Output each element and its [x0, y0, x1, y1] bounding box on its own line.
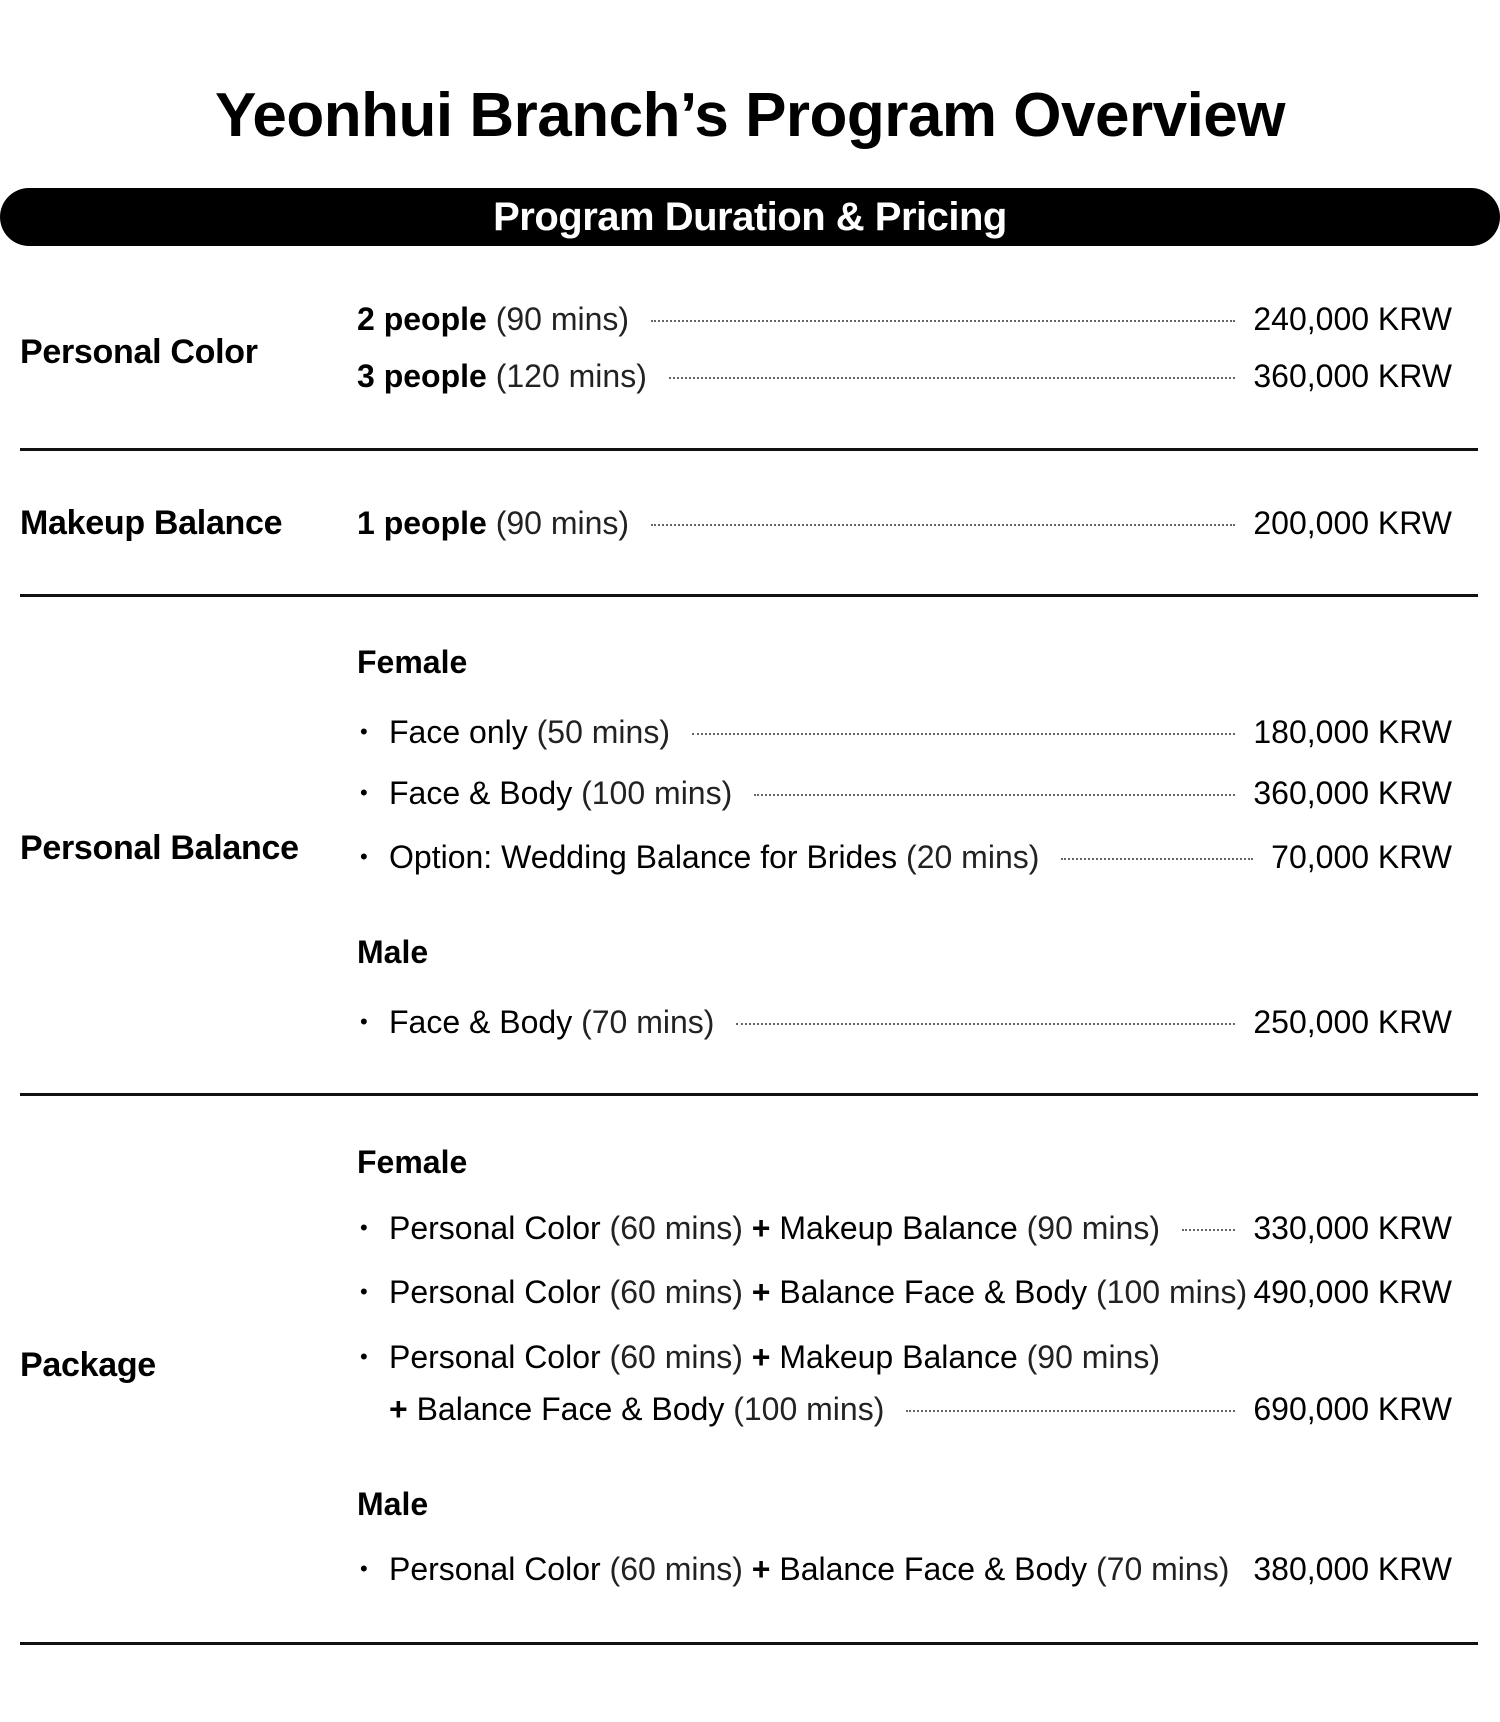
price-row — [357, 1000, 1452, 1044]
price-row — [357, 1206, 1452, 1250]
row-duration: (120 mins) — [495, 358, 647, 394]
row-price: 690,000 KRW — [1253, 1391, 1452, 1427]
row-price: 360,000 KRW — [1253, 775, 1452, 811]
section-label-package: Package — [20, 1346, 156, 1384]
dot-leader — [651, 524, 1235, 526]
section-label-personal-balance: Personal Balance — [20, 829, 299, 867]
row-price: 330,000 KRW — [1253, 1210, 1452, 1246]
dot-leader — [692, 733, 1235, 735]
row-duration: (70 mins) — [581, 1004, 715, 1040]
row-label: 3 people — [357, 358, 487, 394]
row-label: Face only — [389, 714, 528, 750]
plus-sign: + — [389, 1391, 408, 1427]
plus-sign: + — [751, 1210, 771, 1246]
price-row — [357, 501, 1452, 545]
row-duration: (60 mins) — [609, 1551, 743, 1587]
price-row — [357, 297, 1452, 341]
plus-sign: + — [751, 1551, 771, 1587]
row-price: 360,000 KRW — [1253, 358, 1452, 394]
bullet: • — [360, 844, 368, 869]
row-duration: (90 mins) — [1026, 1339, 1160, 1375]
row-price: 180,000 KRW — [1253, 714, 1452, 750]
group-label-female: Female — [357, 1144, 468, 1180]
row-duration: (90 mins) — [1026, 1210, 1160, 1246]
price-row-continued — [357, 1387, 1452, 1431]
dot-leader — [754, 794, 1235, 796]
row-price: 490,000 KRW — [1253, 1274, 1452, 1310]
section-divider — [20, 1093, 1478, 1096]
group-label-female: Female — [357, 644, 468, 680]
price-row — [357, 710, 1452, 754]
dot-leader — [1061, 858, 1253, 860]
dot-leader — [906, 1410, 1235, 1412]
row-label: Personal Color — [389, 1551, 601, 1587]
row-duration: (100 mins) — [581, 775, 733, 811]
row-duration: (60 mins) — [609, 1274, 743, 1310]
bullet: • — [360, 1279, 368, 1304]
row-label: 1 people — [357, 505, 487, 541]
row-duration: (50 mins) — [536, 714, 670, 750]
row-label: 2 people — [357, 301, 487, 337]
bullet: • — [360, 1009, 368, 1034]
row-label: Personal Color — [389, 1274, 601, 1310]
row-duration: (70 mins) — [1096, 1551, 1230, 1587]
row-price: 70,000 KRW — [1271, 839, 1452, 875]
bullet: • — [360, 1215, 368, 1240]
row-duration: (60 mins) — [609, 1339, 743, 1375]
group-label-male: Male — [357, 934, 429, 970]
row-price: 240,000 KRW — [1253, 301, 1452, 337]
row-label: Personal Color — [389, 1339, 601, 1375]
row-duration: (90 mins) — [495, 301, 630, 337]
price-row — [357, 771, 1452, 815]
section-banner: Program Duration & Pricing — [0, 188, 1500, 246]
row-duration: (60 mins) — [609, 1210, 743, 1246]
bullet: • — [360, 780, 368, 805]
price-row — [357, 1547, 1452, 1591]
row-duration: (20 mins) — [906, 839, 1040, 875]
price-row — [357, 1335, 1452, 1379]
section-label-personal-color: Personal Color — [20, 333, 258, 371]
row-label: Balance Face & Body — [779, 1551, 1088, 1587]
section-divider — [20, 448, 1478, 451]
dot-leader — [736, 1023, 1235, 1025]
price-row — [357, 354, 1452, 398]
row-label: Personal Color — [389, 1210, 601, 1246]
section-divider — [20, 594, 1478, 597]
bullet: • — [360, 1344, 368, 1369]
bullet: • — [360, 719, 368, 744]
price-row — [357, 835, 1452, 879]
dot-leader — [669, 377, 1236, 379]
row-label: Balance Face & Body — [779, 1274, 1088, 1310]
row-label: Balance Face & Body — [416, 1391, 725, 1427]
page-title: Yeonhui Branch’s Program Overview — [214, 81, 1285, 150]
row-duration: (100 mins) — [1096, 1274, 1248, 1310]
plus-sign: + — [751, 1274, 771, 1310]
bullet: • — [360, 1556, 368, 1581]
row-label: Face & Body — [389, 775, 573, 811]
group-label-male: Male — [357, 1486, 429, 1522]
dot-leader — [1182, 1229, 1235, 1231]
row-label: Option: Wedding Balance for Brides — [389, 839, 898, 875]
price-row — [357, 1270, 1452, 1314]
row-price: 200,000 KRW — [1253, 505, 1452, 541]
dot-leader — [651, 320, 1235, 322]
section-label-makeup-balance: Makeup Balance — [20, 504, 283, 542]
row-price: 250,000 KRW — [1253, 1004, 1452, 1040]
row-label: Makeup Balance — [779, 1339, 1018, 1375]
row-price: 380,000 KRW — [1253, 1551, 1452, 1587]
row-label: Face & Body — [389, 1004, 573, 1040]
plus-sign: + — [751, 1339, 771, 1375]
row-duration: (90 mins) — [495, 505, 630, 541]
row-duration: (100 mins) — [733, 1391, 885, 1427]
row-label: Makeup Balance — [779, 1210, 1018, 1246]
section-divider — [20, 1642, 1478, 1645]
